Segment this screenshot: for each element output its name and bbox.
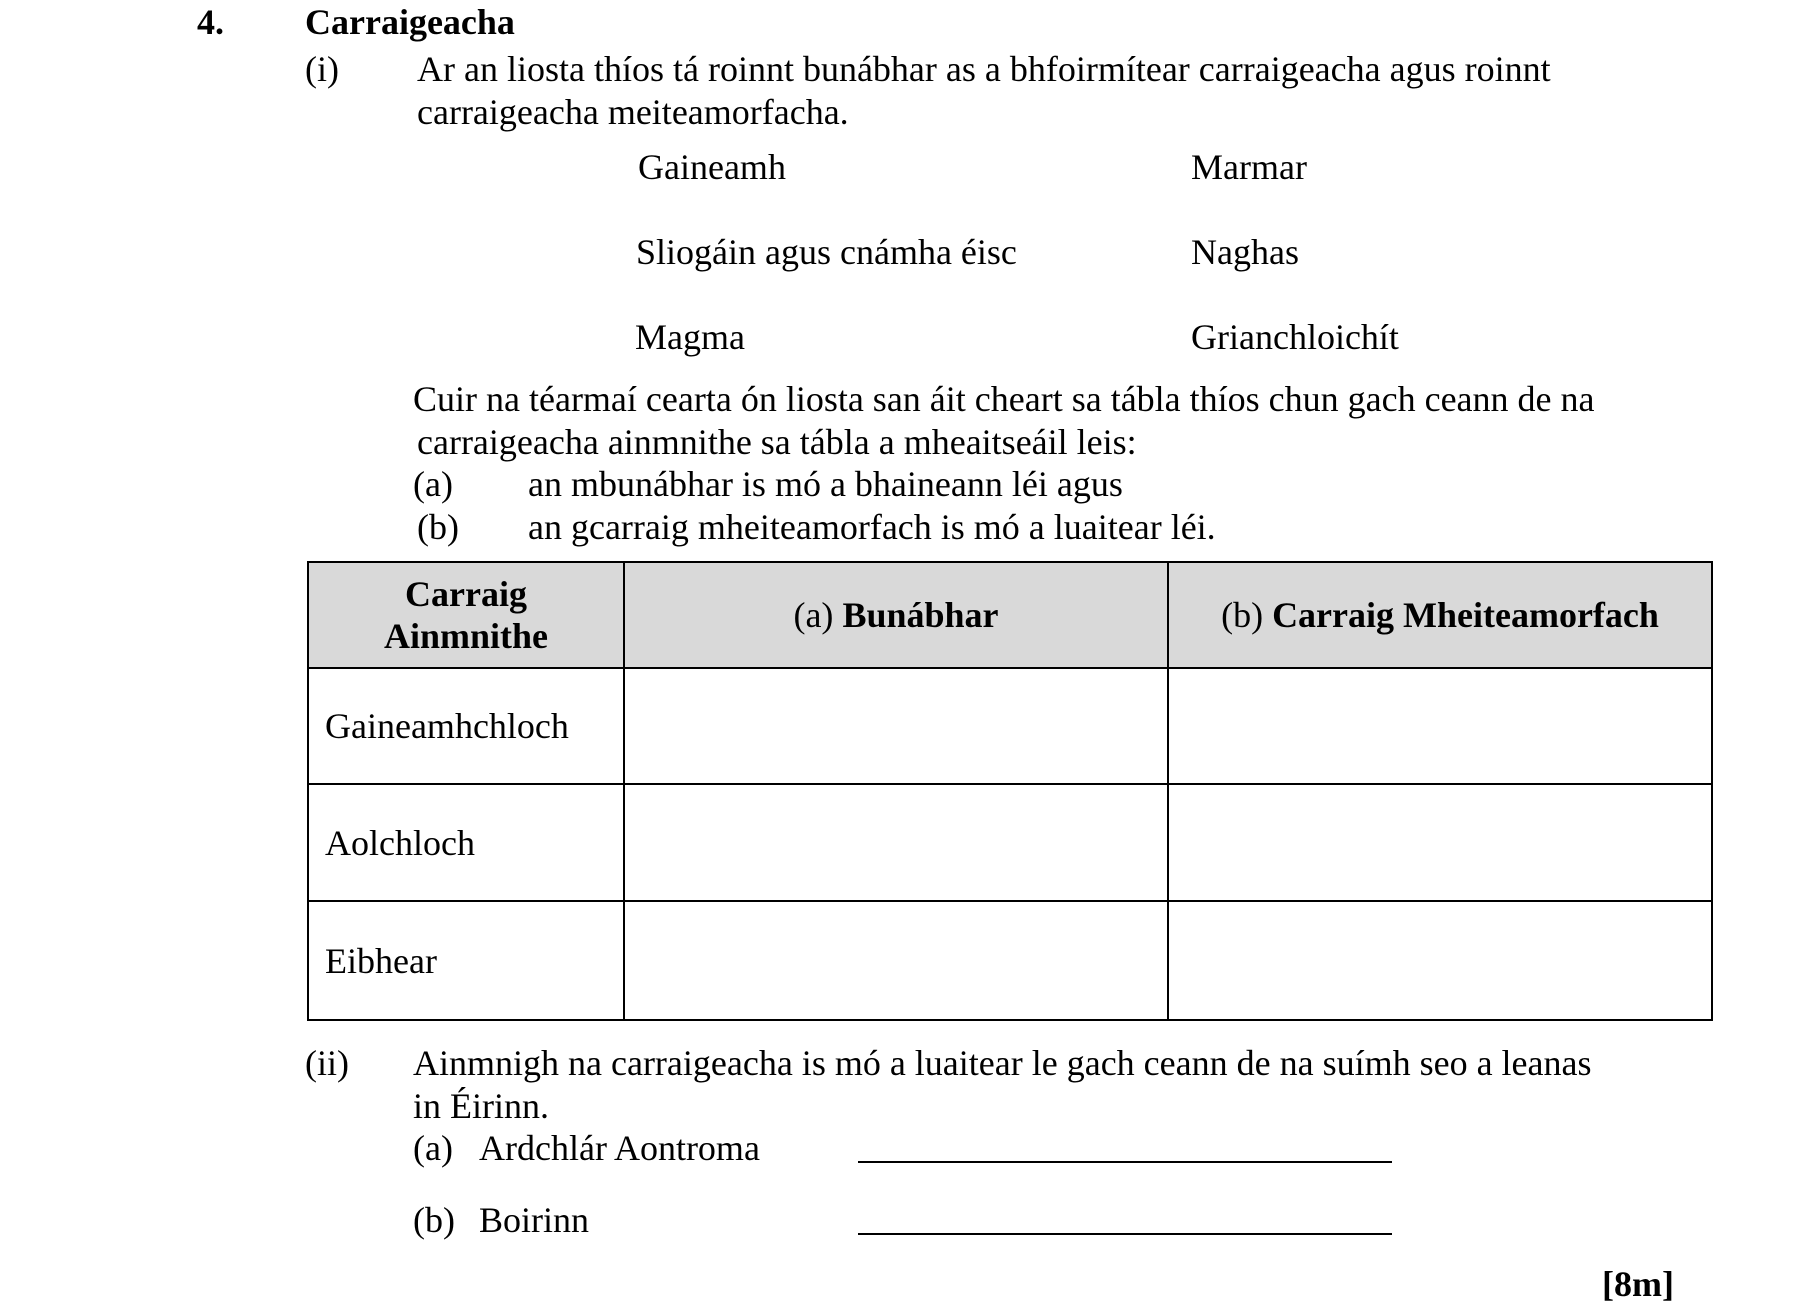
part-i-label: (i) — [305, 49, 339, 89]
metamorphic-answer-cell[interactable] — [1168, 784, 1712, 901]
answer-line-a[interactable] — [858, 1161, 1392, 1163]
part-ii-sub-b-text: Boirinn — [479, 1200, 590, 1240]
rock-name-cell: Gaineamhchloch — [308, 668, 624, 784]
metamorphic-answer-cell[interactable] — [1168, 668, 1712, 784]
table-row — [308, 784, 1712, 901]
parent-material-answer-cell[interactable] — [624, 901, 1168, 1020]
table-row — [308, 668, 1712, 784]
rock-name-cell: Eibhear — [308, 901, 624, 1020]
sub-b-text: an gcarraig mheiteamorfach is mó a luaitear léi. — [528, 507, 1216, 547]
part-i-intro-line1: Ar an liosta thíos tá roinnt bunábhar as a bhfoirmítear carraigeacha agus roinnt — [417, 49, 1551, 89]
term-left-1: Gaineamh — [638, 147, 786, 187]
question-title: Carraigeacha — [305, 2, 515, 42]
term-right-3: Grianchloichít — [1191, 317, 1399, 357]
instruction-line1: Cuir na téarmaí cearta ón liosta san áit cheart sa tábla thíos chun gach ceann de na — [413, 379, 1595, 419]
term-left-2: Sliogáin agus cnámha éisc — [636, 232, 1017, 272]
part-ii-sub-a-text: Ardchlár Aontroma — [479, 1128, 760, 1168]
instruction-line2: carraigeacha ainmnithe sa tábla a mheaitseáil leis: — [417, 422, 1137, 462]
header-metamorphic-prefix: (b) — [1221, 595, 1273, 635]
part-ii-sub-a-label: (a) — [413, 1128, 453, 1168]
header-metamorphic-title: Carraig Mheiteamorfach — [1272, 595, 1659, 635]
rock-table — [307, 561, 1713, 1021]
metamorphic-answer-cell[interactable] — [1168, 901, 1712, 1020]
table-row — [308, 901, 1712, 1020]
part-ii-intro-line1: Ainmnigh na carraigeacha is mó a luaitear le gach ceann de na suímh seo a leanas — [413, 1043, 1592, 1083]
rock-name-cell: Aolchloch — [308, 784, 624, 901]
part-ii-intro-line2: in Éirinn. — [413, 1086, 549, 1126]
sub-b-label: (b) — [417, 507, 459, 547]
part-i-intro-line2: carraigeacha meiteamorfacha. — [417, 92, 849, 132]
sub-a-text: an mbunábhar is mó a bhaineann léi agus — [528, 464, 1123, 504]
question-number: 4. — [197, 2, 224, 42]
header-parent-prefix: (a) — [793, 595, 843, 635]
answer-line-b[interactable] — [858, 1233, 1392, 1235]
header-named-rock — [308, 562, 624, 668]
table-header-row — [308, 562, 1712, 668]
sub-a-label: (a) — [413, 464, 453, 504]
term-right-1: Marmar — [1191, 147, 1307, 187]
marks-label: [8m] — [1602, 1264, 1674, 1304]
part-ii-label: (ii) — [305, 1043, 349, 1083]
term-right-2: Naghas — [1191, 232, 1299, 272]
term-left-3: Magma — [635, 317, 745, 357]
parent-material-answer-cell[interactable] — [624, 784, 1168, 901]
header-named-rock-line2: Ainmnithe — [383, 616, 549, 656]
header-metamorphic-rock — [1168, 562, 1712, 668]
header-parent-material — [624, 562, 1168, 668]
header-parent-title: Bunábhar — [842, 595, 999, 635]
part-ii-sub-b-label: (b) — [413, 1200, 455, 1240]
header-named-rock-line1: Carraig — [405, 574, 527, 614]
parent-material-answer-cell[interactable] — [624, 668, 1168, 784]
